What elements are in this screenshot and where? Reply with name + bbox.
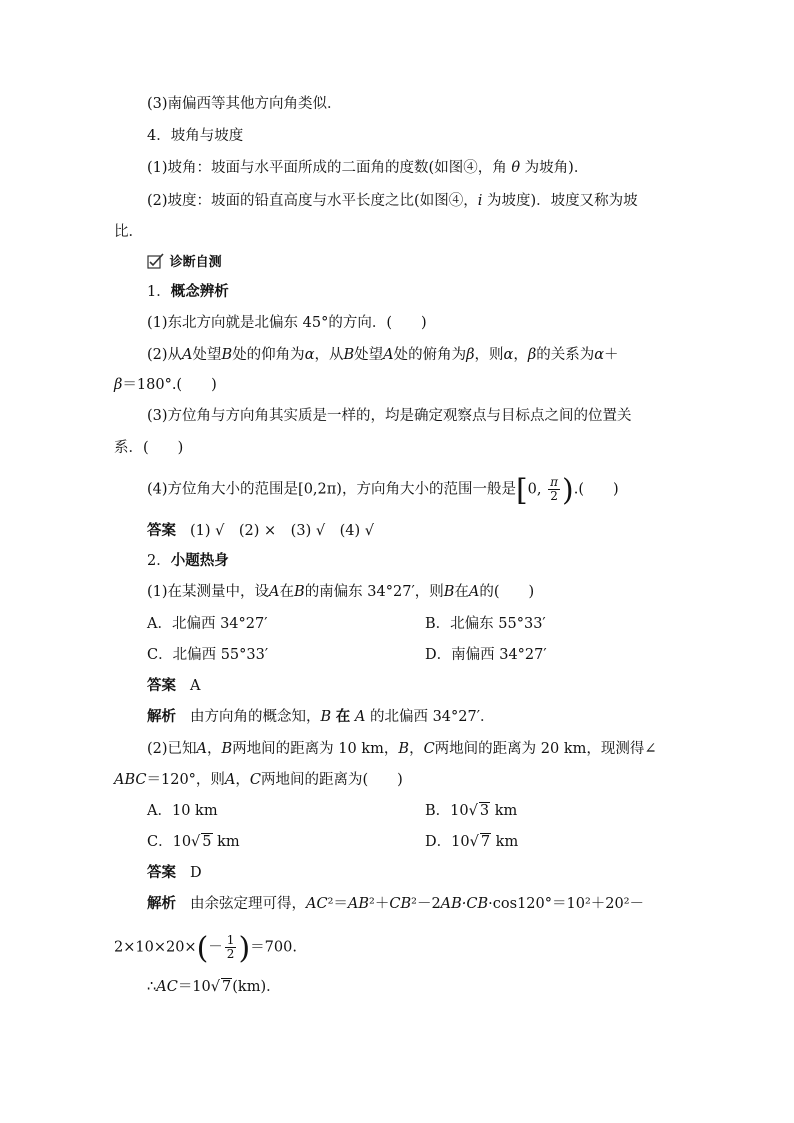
- text-line: (2)坡度：坡面的铅直高度与水平长度之比(如图④，i 为坡度)．坡度又称为坡: [147, 193, 638, 209]
- explanation-line: ∴AC＝10√ 7(km)．: [147, 979, 281, 995]
- section-heading: 1．概念辨析: [147, 284, 229, 300]
- check-pencil-icon: [147, 253, 165, 275]
- option-c[interactable]: C．10√ 5 km: [147, 834, 240, 850]
- option-c[interactable]: C．北偏西 55°33′: [147, 647, 269, 663]
- option-a[interactable]: A．北偏西 34°27′: [147, 616, 268, 632]
- question-line: 系．( ): [114, 440, 184, 456]
- option-b[interactable]: B．10√ 3 km: [425, 803, 518, 819]
- option-d[interactable]: D．南偏西 34°27′: [425, 647, 547, 663]
- question-line: (3)方位角与方向角其实质是一样的，均是确定观察点与目标点之间的位置关: [147, 408, 632, 424]
- option-a[interactable]: A．10 km: [147, 803, 218, 819]
- answer-line: 答案 D: [147, 865, 202, 881]
- question-line: β＝180°.( ): [114, 377, 217, 393]
- option-b[interactable]: B．北偏东 55°33′: [425, 616, 546, 632]
- explanation-line: 解析 由方向角的概念知，B 在 A 的北偏西 34°27′．: [147, 709, 495, 725]
- question-line: (1)东北方向就是北偏东 45°的方向．( ): [147, 315, 427, 331]
- section-heading: 4．坡角与坡度: [147, 128, 244, 144]
- option-d[interactable]: D．10√ 7 km: [425, 834, 519, 850]
- explanation-line: 解析 由余弦定理可得，AC²＝AB²＋CB²－2AB·CB·cos120°＝10²＋20²－: [147, 896, 645, 912]
- answer-line: 答案 A: [147, 678, 201, 694]
- text-line: 比．: [114, 224, 143, 240]
- question-line: (1)在某测量中，设A在B的南偏东 34°27′，则B在A的( ): [147, 584, 535, 600]
- diag-heading: 诊断自测: [147, 252, 222, 275]
- section-heading: 2．小题热身: [147, 553, 229, 569]
- fraction-pi-over-2: $\frac{\pi}{2}$: [550, 475, 559, 503]
- fraction-one-half: $\frac{1}{2}$: [226, 933, 235, 961]
- text-line: (1)坡角：坡面与水平面所成的二面角的度数(如图④，角 θ 为坡角)．: [147, 160, 589, 176]
- question-line: (2)已知A，B两地间的距离为 10 km，B，C两地间的距离为 20 km，现测得∠: [147, 741, 657, 757]
- explanation-line: 2×10×20×(－ $\frac{1}{2}$ )＝700.: [114, 930, 297, 966]
- answer-line: 答案 (1) √ (2) × (3) √ (4) √: [147, 523, 374, 539]
- question-line: (4)方位角大小的范围是[0,2π)，方向角大小的范围一般是[0, $\frac{\pi}{2}$ ).( ): [147, 472, 619, 508]
- text-line: (3)南偏西等其他方向角类似．: [147, 96, 342, 112]
- question-line: ABC＝120°，则A，C两地间的距离为( ): [114, 772, 403, 788]
- question-line: (2)从A处望B处的仰角为α，从B处望A处的俯角为β，则α，β的关系为α＋: [147, 347, 619, 363]
